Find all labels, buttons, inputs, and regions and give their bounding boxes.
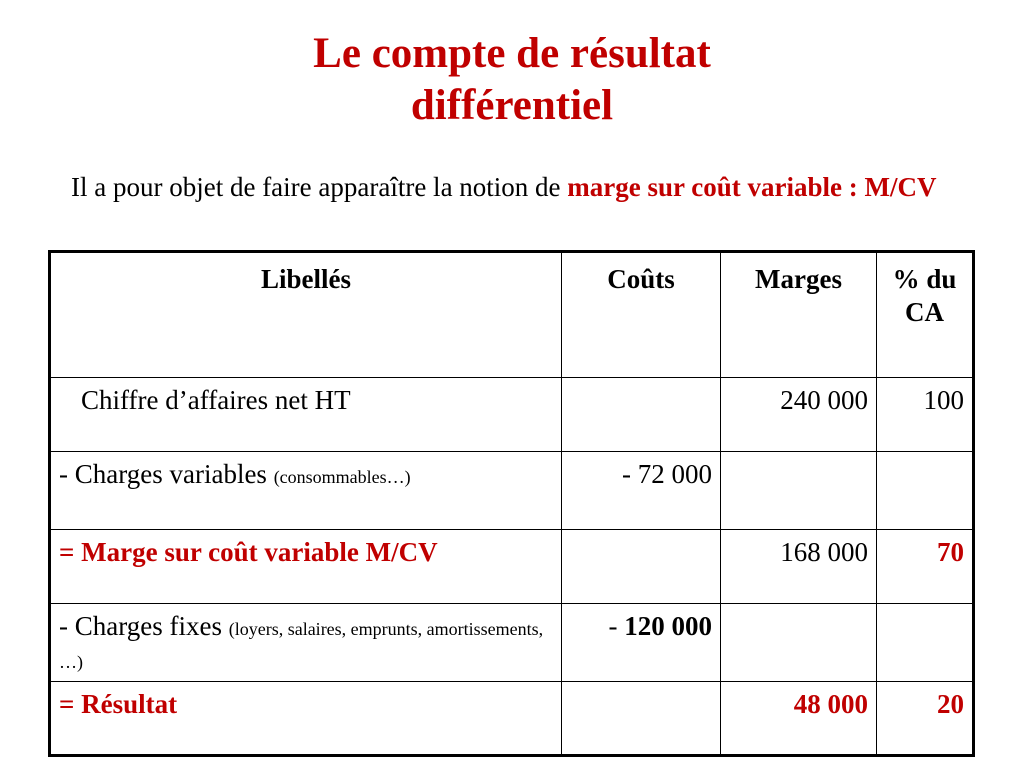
charges-variables-text: - Charges variables <box>59 459 274 489</box>
row-marge-resultat: 48 000 <box>721 682 877 756</box>
row-label-resultat: = Résultat <box>50 682 562 756</box>
table-row <box>50 682 974 756</box>
slide-title <box>0 28 1024 132</box>
row-pct-resultat: 20 <box>877 682 974 756</box>
row-label-charges-variables <box>50 452 562 530</box>
charges-fixes-cout-value: 120 000 <box>624 611 712 641</box>
row-marge-marge-cout-variable: 168 000 <box>721 530 877 604</box>
row-label-chiffre-affaires: Chiffre d’affaires net HT <box>50 378 562 452</box>
row-pct-charges-fixes <box>877 604 974 682</box>
charges-fixes-note: (loyers, salaires, emprunts, amortissements, …) <box>59 619 544 672</box>
row-marge-charges-fixes <box>721 604 877 682</box>
row-marge-charges-variables <box>721 452 877 530</box>
row-cout-charges-fixes <box>562 604 721 682</box>
table-header-row <box>50 252 974 378</box>
table-row <box>50 452 974 530</box>
table-row <box>50 530 974 604</box>
intro-text: Il a pour objet de faire apparaître la notion de <box>71 172 568 202</box>
header-couts: Coûts <box>562 252 721 378</box>
income-statement-table <box>48 250 975 757</box>
row-pct-marge-cout-variable: 70 <box>877 530 974 604</box>
charges-fixes-text: - Charges fixes <box>59 611 229 641</box>
row-label-charges-fixes <box>50 604 562 682</box>
slide-title-line-2: différentiel <box>410 82 614 129</box>
charges-variables-note: (consommables…) <box>273 467 411 487</box>
intro-paragraph <box>71 169 968 206</box>
header-pct: % du CA <box>877 252 974 378</box>
row-cout-chiffre-affaires <box>562 378 721 452</box>
row-cout-charges-variables: - 72 000 <box>562 452 721 530</box>
table-row <box>50 604 974 682</box>
header-libelles: Libellés <box>50 252 562 378</box>
slide-title-line-1: Le compte de résultat <box>313 30 711 77</box>
row-marge-chiffre-affaires: 240 000 <box>721 378 877 452</box>
row-cout-resultat <box>562 682 721 756</box>
intro-highlight: marge sur coût variable : M/CV <box>567 172 937 202</box>
charges-fixes-cout-prefix: - <box>608 611 625 641</box>
row-label-marge-cout-variable: = Marge sur coût variable M/CV <box>50 530 562 604</box>
table-row <box>50 378 974 452</box>
header-marges: Marges <box>721 252 877 378</box>
row-pct-charges-variables <box>877 452 974 530</box>
row-pct-chiffre-affaires: 100 <box>877 378 974 452</box>
row-cout-marge-cout-variable <box>562 530 721 604</box>
